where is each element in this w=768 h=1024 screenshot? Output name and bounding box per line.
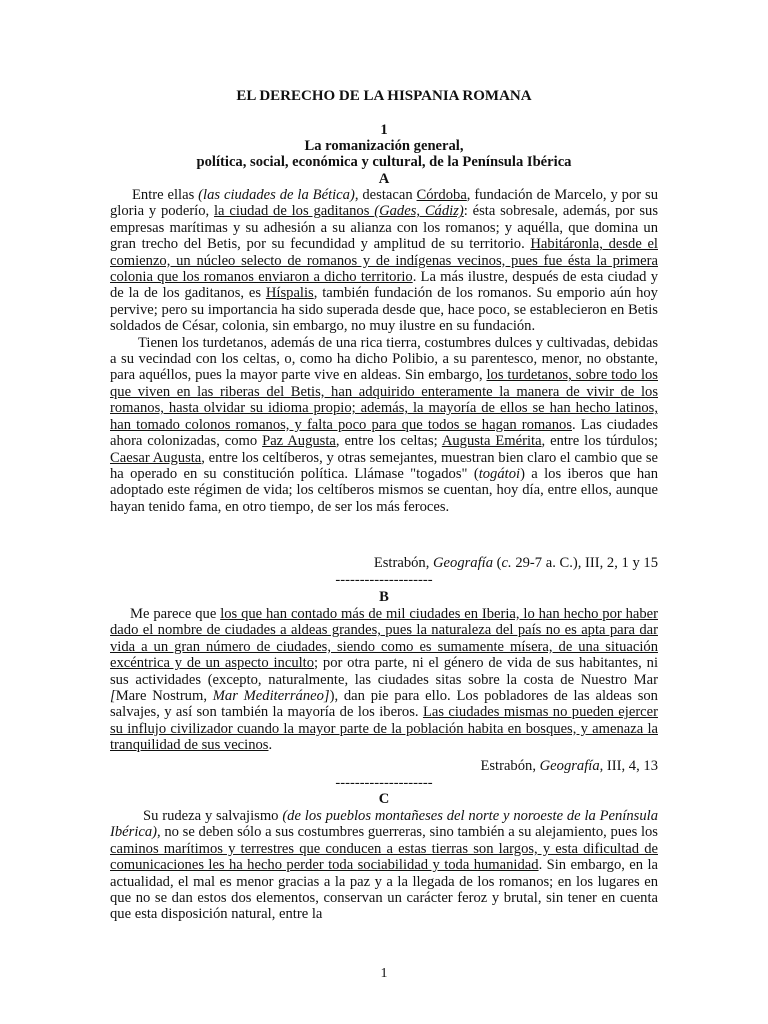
chapter-title-line-2: política, social, económica y cultural, de la Península Ibérica — [196, 154, 572, 170]
separator-b-c: -------------------- — [335, 775, 433, 791]
section-a-letter: A — [378, 171, 390, 187]
section-b-citation: Estrabón, Geografía, III, 4, 13 — [480, 758, 658, 774]
section-b-text — [110, 606, 658, 754]
section-c-paragraph-1: Su rudeza y salvajismo (de los pueblos montañeses del norte y noroeste de la Península Ibérica), no se deben sólo a sus costumbres guerreras, sino también a su alejamiento, pues los caminos marítimos y terrestres que conducen a estas tierras son largos, y esta dificultad de comunicaciones les ha hecho perder toda sociabilidad y toda humanidad. Sin embargo, en la actualidad, el mal es menor gracias a la paz y a la llegada de los romanos; en los lugares en que no se dan estos dos elementos, conservan un carácter feroz y brutal, sin tener en cuenta que esta disposición natural, entre la — [110, 808, 658, 923]
section-a-paragraph-2: Tienen los turdetanos, además de una rica tierra, costumbres dulces y cultivadas, debidas a su vecindad con los celtas, o, como ha dicho Polibio, a su parentesco, menor, no obstante, para aquéllos, pues la mayor parte vive en aldeas. Sin embargo, los turdetanos, sobre todo los que viven en las riberas del Betis, han adquirido enteramente la manera de vivir de los romanos, hasta olvidar su idioma propio; además, la mayoría de ellos se han hecho latinos, han tomado colonos romanos, y falta poco para que todos se hagan romanos. Las ciudades ahora colonizadas, como Paz Augusta, entre los celtas; Augusta Emérita, entre los túrdulos; Caesar Augusta, entre los celtíberos, y otras semejantes, muestran bien claro el cambio que se ha operado en su constitución política. Llámase "togados" (togátoi) a los iberos que han adoptado este régimen de vida; los celtíberos mismos se cuentan, hoy día, entre ellos, aunque hayan tenido fama, en otro tiempo, de ser los más feroces. — [110, 334, 658, 515]
section-b-letter: B — [379, 589, 389, 605]
chapter-title-line-1: La romanización general, — [304, 138, 464, 154]
section-a-citation: Estrabón, Geografía (c. 29-7 a. C.), III, 2, 1 y 15 — [373, 555, 658, 571]
separator-a-b: -------------------- — [335, 572, 433, 588]
section-b-paragraph-1: Me parece que los que han contado más de mil ciudades en Iberia, lo han hecho por haber dado el nombre de ciudades a aldeas grandes, pues la naturaleza del país no es apta para dar vida a un gran número de ciudades, siendo como es sumamente mísera, de una situación excéntrica y de un aspecto inculto; por otra parte, ni el género de vida de sus habitantes, ni sus actividades (excepto, naturalmente, las ciudades sitas sobre la costa de Nuestro Mar [Mare Nostrum, Mar Mediterráneo]), dan pie para ello. Los pobladores de las aldeas son salvajes, y así son también la mayoría de los iberos. Las ciudades mismas no pueden ejercer su influjo civilizador cuando la mayor parte de la población habita en bosques, y amenaza la tranquilidad de sus vecinos. — [110, 606, 658, 754]
section-c-letter: C — [378, 791, 390, 807]
section-a-paragraph-1: Entre ellas (las ciudades de la Bética), destacan Córdoba, fundación de Marcelo, y por su gloria y poderío, la ciudad de los gaditanos (Gades, Cádiz): ésta sobresale, además, por sus empresas marítimas y su adhesión a su alianza con los romanos; y aquélla, que domina un gran trecho del Betis, por su fecundidad y amplitud de su territorio. Habitáronla, desde el comienzo, un núcleo selecto de romanos y de indígenas vecinos, pues fue ésta la primera colonia que los romanos enviaron a dicho territorio. La más ilustre, después de esta ciudad y de la de los gaditanos, es Híspalis, también fundación de los romanos. Su emporio aún hoy pervive; pero su importancia ha sido superada desde que, hace poco, se establecieron en Betis soldados de César, colonia, sin embargo, no muy ilustre en su fundación. — [110, 187, 658, 335]
page-number: 1 — [380, 966, 388, 981]
section-a-text — [110, 187, 658, 515]
chapter-number: 1 — [380, 122, 388, 138]
section-c-text — [110, 808, 658, 923]
underlined-phrase: la ciudad de los gaditanos (Gades, Cádiz) — [214, 203, 464, 220]
document-title: EL DERECHO DE LA HISPANIA ROMANA — [236, 88, 532, 104]
